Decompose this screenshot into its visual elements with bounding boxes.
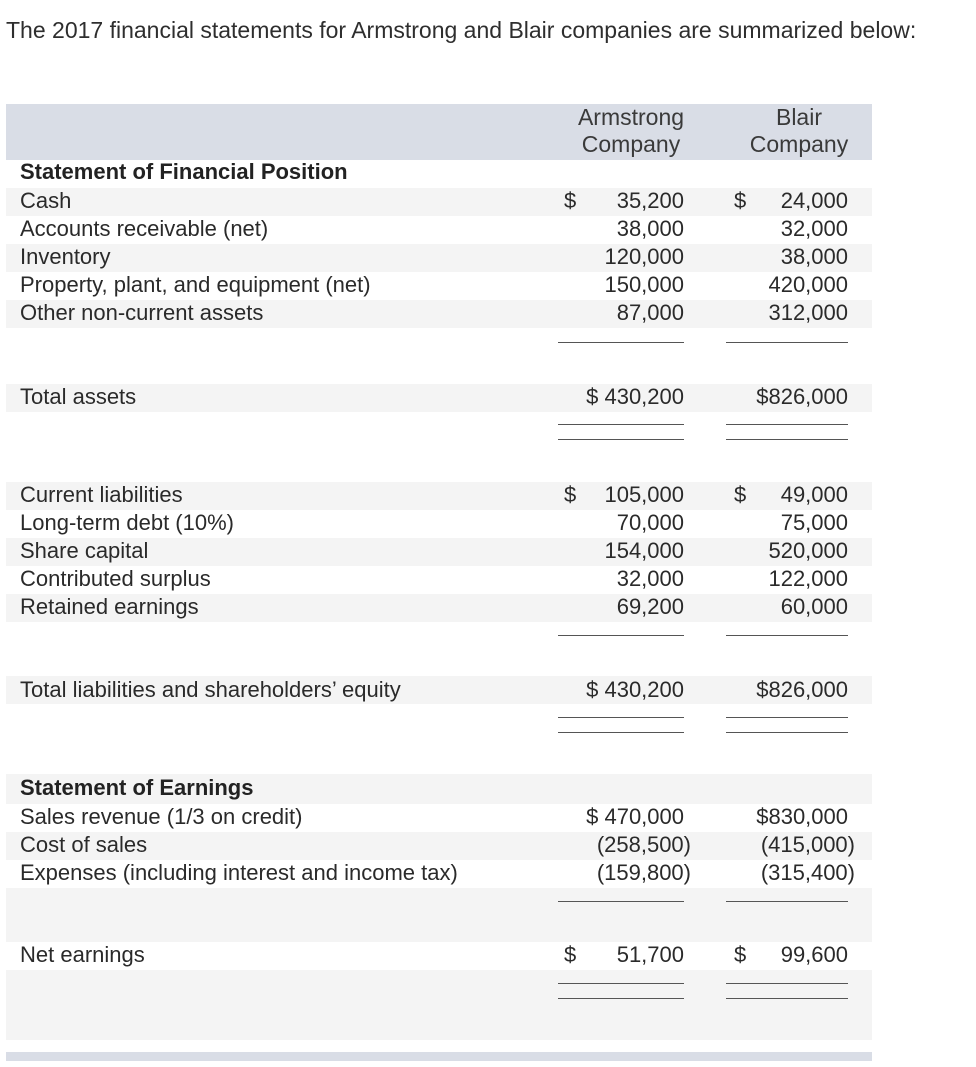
row-label: Net earnings (20, 942, 145, 967)
armstrong-value: 150,000 (604, 272, 684, 297)
financial-statements-table (6, 104, 872, 1061)
armstrong-value: $ 430,200 (586, 384, 684, 409)
armstrong-value: 87,000 (616, 300, 684, 325)
row-label: Expenses (including interest and income tax) (20, 860, 458, 885)
armstrong-value: (258,500) (596, 832, 691, 857)
armstrong-value: 69,200 (616, 594, 684, 619)
double-rule (558, 998, 684, 999)
armstrong-value: (159,800) (596, 860, 691, 885)
blair-value: 49,000 (780, 482, 848, 507)
currency-symbol: $ (564, 188, 577, 213)
blair-value: $830,000 (756, 804, 848, 829)
currency-symbol: $ (564, 942, 577, 967)
currency-symbol: $ (564, 482, 577, 507)
table-row (6, 537, 872, 565)
blair-value: 32,000 (780, 216, 848, 241)
armstrong-value: 32,000 (616, 566, 684, 591)
armstrong-value: 70,000 (616, 510, 684, 535)
column-header-blair (726, 104, 872, 158)
row-label: Accounts receivable (net) (20, 216, 269, 241)
blair-value: 520,000 (768, 538, 848, 563)
row-label: Long-term debt (10%) (20, 510, 234, 535)
double-rule (558, 983, 684, 984)
row-label: Sales revenue (1/3 on credit) (20, 804, 303, 829)
double-rule (558, 717, 684, 718)
blair-value: 38,000 (780, 244, 848, 269)
subtotal-rule (726, 901, 848, 902)
table-row (6, 243, 872, 271)
double-rule (726, 717, 848, 718)
column-header-line: Blair (775, 104, 822, 130)
section-heading-row (6, 774, 872, 802)
blair-value: $826,000 (756, 384, 848, 409)
subtotal-rule (726, 342, 848, 343)
table-row (6, 481, 872, 509)
total-row (6, 676, 872, 704)
section-heading: Statement of Financial Position (20, 159, 348, 184)
double-rule (726, 732, 848, 733)
blair-value: 122,000 (768, 566, 848, 591)
section-heading: Statement of Earnings (20, 775, 254, 800)
double-rule (726, 424, 848, 425)
row-label: Total assets (20, 384, 137, 409)
table-row (6, 215, 872, 243)
table-row (6, 831, 872, 859)
row-band (6, 888, 872, 942)
table-row (6, 593, 872, 621)
armstrong-value: 154,000 (604, 538, 684, 563)
blair-value: 75,000 (780, 510, 848, 535)
subtotal-rule (558, 901, 684, 902)
total-row (6, 383, 872, 411)
currency-symbol: $ (734, 942, 747, 967)
blair-value: 99,600 (780, 942, 848, 967)
row-label: Other non-current assets (20, 300, 264, 325)
double-rule (558, 439, 684, 440)
table-row (6, 859, 872, 887)
armstrong-value: $ 470,000 (586, 804, 684, 829)
row-label: Total liabilities and shareholders’ equity (20, 677, 401, 702)
blair-value: (415,000) (760, 832, 855, 857)
intro-text: The 2017 financial statements for Armstrong and Blair companies are summarized below: (6, 17, 917, 43)
table-row (6, 187, 872, 215)
blair-value: $826,000 (756, 677, 848, 702)
row-label: Cost of sales (20, 832, 148, 857)
currency-symbol: $ (734, 482, 747, 507)
row-label: Cash (20, 188, 72, 213)
armstrong-value: 51,700 (616, 942, 684, 967)
table-row (6, 803, 872, 831)
column-header-line: Armstrong (577, 104, 685, 130)
armstrong-value: 35,200 (616, 188, 684, 213)
blair-value: 60,000 (780, 594, 848, 619)
column-header-line: Company (749, 131, 849, 157)
row-label: Contributed surplus (20, 566, 211, 591)
double-rule (558, 424, 684, 425)
total-row (6, 941, 872, 969)
row-label: Retained earnings (20, 594, 199, 619)
subtotal-rule (726, 635, 848, 636)
armstrong-value: 38,000 (616, 216, 684, 241)
armstrong-value: 105,000 (604, 482, 684, 507)
table-row (6, 271, 872, 299)
double-rule (558, 732, 684, 733)
blair-value: 24,000 (780, 188, 848, 213)
armstrong-value: $ 430,200 (586, 677, 684, 702)
column-header-line: Company (581, 131, 681, 157)
row-label: Share capital (20, 538, 149, 563)
row-label: Current liabilities (20, 482, 183, 507)
blair-value: 312,000 (768, 300, 848, 325)
armstrong-value: 120,000 (604, 244, 684, 269)
double-rule (726, 998, 848, 999)
row-label: Inventory (20, 244, 111, 269)
subtotal-rule (558, 342, 684, 343)
blair-value: (315,400) (760, 860, 855, 885)
double-rule (726, 439, 848, 440)
table-row (6, 565, 872, 593)
section-heading-row (6, 158, 872, 186)
table-row (6, 509, 872, 537)
column-header-armstrong (552, 104, 710, 158)
footer-band (6, 1052, 872, 1061)
table-row (6, 299, 872, 327)
row-band (6, 970, 872, 1040)
subtotal-rule (558, 635, 684, 636)
blair-value: 420,000 (768, 272, 848, 297)
currency-symbol: $ (734, 188, 747, 213)
row-label: Property, plant, and equipment (net) (20, 272, 371, 297)
double-rule (726, 983, 848, 984)
